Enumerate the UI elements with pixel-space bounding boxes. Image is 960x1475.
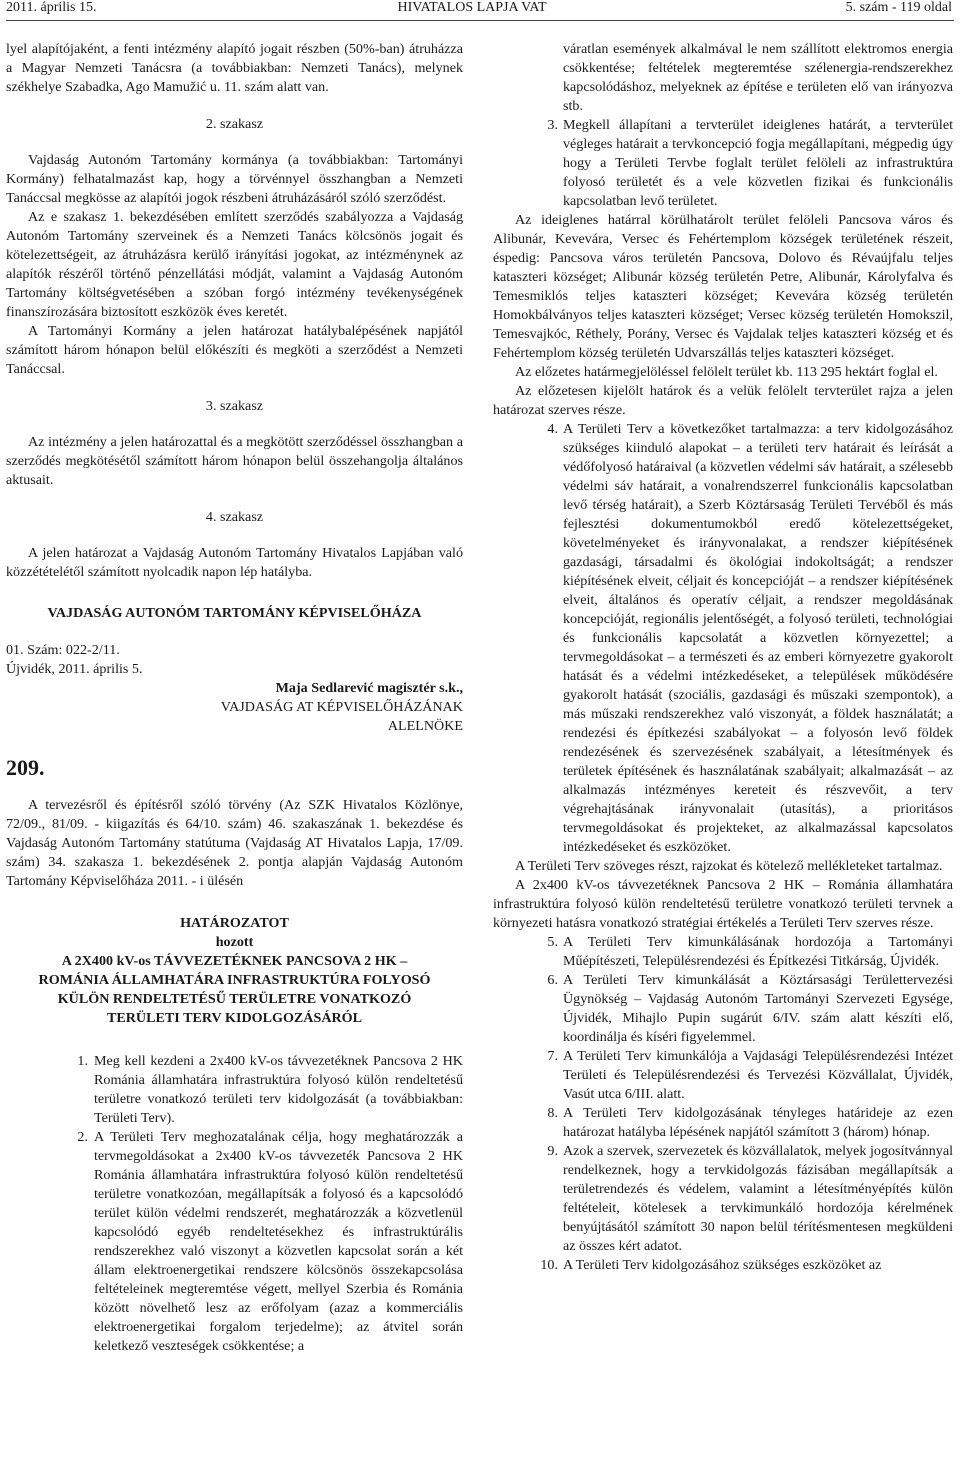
item-number: 2. (77, 1129, 88, 1145)
decision-heading-line-4: TERÜLETI TERV KIDOLGOZÁSÁRÓL (106, 1010, 363, 1026)
item-text: A Területi Terv meghozatalának célja, hogy meghatározzák a tervmegoldásokat a 2x400 kV-os távvezeték Pancsova 2 HK Románia államhatára infrastruktúra folyosó külön rendeltetésű területre vonatkozóan, megállapítsák a folyosó és a kapcsolódó terület külön védelmi rendszerét, meghatározzák a közvetlenül kapcsolódó egyéb rendeltetésekhez és infrastruktúrális rendszerekhez való viszonyt a közvetlen kapcsolat során a két állam elektroenergetikai rendszere kölcsönös összekapcsolása feltételeinek megteremtése végett, mellyel Szerbia és Románia között növelhető lesz az erőfolyam (azaz a kommerciális elektroenergetikai forgalom terjedelme); az átvitel során keletkező veszteségek csökkentése; a (94, 1129, 463, 1354)
section-3-paragraph: Az intézmény a jelen határozattal és a megkötött szerződéssel összhangban a szerződés megkötésétől számított három hónapon belül összehangolja általános aktusait. (6, 434, 463, 488)
section-2-paragraph-1: Vajdaság Autonóm Tartomány kormánya (a továbbiakban: Tartományi Kormány) felhatalmazást kap, hogy a törvénnyel összhangban a Nemzeti Tanáccsal megkösse az alapítói jogok részbeni átruházásáról szóló szerződést. (6, 152, 463, 206)
item-number: 6. (547, 972, 558, 988)
left-column (6, 40, 463, 1356)
section-4-paragraph: A jelen határozat a Vajdaság Autonóm Tartomány Hivatalos Lapjában való közzétételétől számított nyolcadik napon lép hatályba. (6, 545, 463, 580)
decision-item-9 (493, 1142, 953, 1256)
place-and-date: Újvidék, 2011. április 5. (6, 661, 143, 677)
section-2-paragraph-3: A Tartományi Kormány a jelen határozat hatálybalépésének napjától számított három hónapon belül előkészíti és megköti a szerződést a Nemzeti Tanáccsal. (6, 323, 463, 377)
header-page-number: 5. szám - 119 oldal (845, 0, 952, 15)
item-text: A Területi Terv kidolgozásának tényleges határideje az ezen határozat hatályba lépésének napjától számított 3 (három) hónap. (563, 1105, 953, 1140)
decision-item-7 (493, 1047, 953, 1104)
section-3-heading: 3. szakasz (205, 398, 264, 414)
item-number: 4. (547, 421, 558, 437)
area-paragraph: Az előzetes határmegjelöléssel felölelt terület kb. 113 295 hektárt foglal el. (515, 364, 938, 380)
intro-paragraph: lyel alapítójaként, a fenti intézmény alapító jogait részben (50%-ban) átruházza a Magyar Nemzeti Tanácsra (a továbbiakban: Nemzeti Tanács), melynek székhelye Szabadka, Ago Mamužić u. 11. szám alatt van. (6, 41, 463, 95)
content-paragraph: A Területi Terv szöveges részt, rajzokat és kötelező mellékleteket tartalmaz. (515, 858, 943, 874)
item-2-continuation: váratlan események alkalmával le nem szállított elektromos energia csökkentése; feltételek megteremtése szélenergia-rendszerekhez kapcsolódáshoz, melyeknek az építése e területen elő van irányozva stb. (563, 41, 953, 114)
item-text: Azok a szervek, szervezetek és közvállalatok, melyek jogosítvánnyal rendelkeznek, hogy a tervkidolgozás fázisában megállapítsák a területrendezés és védelem, valamint a létesítményépítés külön feltételeit, kötelesek a tervkimunkáló hordozója kérelmének benyújtásától számított 30 napon belül térítésmentesen megküldeni az összes kért adatot. (563, 1143, 953, 1254)
decision-item-1 (6, 1052, 463, 1128)
decision-item-10 (493, 1256, 953, 1275)
decision-item-4 (493, 420, 953, 857)
preamble: A tervezésről és építésről szóló törvény (Az SZK Hivatalos Közlönye, 72/09., 81/09. - kiigazítás és 64/10. szám) 46. szakaszának 1. bekezdése és Vajdaság Autonóm Tartomány statútuma (Vajdaság AT Hivatalos Lapja, 17/09. szám) 34. szakasza 1. bekezdésének 2. pontja alapján Vajdaság Autonóm Tartomány Képviselőháza 2011. - i ülésén (6, 797, 463, 889)
decision-heading-line-2: ROMÁNIA ÁLLAMHATÁRA INFRASTRUKTÚRA FOLYOSÓ (38, 972, 431, 988)
decision-item-3 (493, 116, 953, 211)
item-text: A Területi Terv kimunkálását a Köztársasági Területtervezési Ügynökség – Vajdaság Autonóm Tartományi Szervezeti Egysége, Újvidék, Mihajlo Pupin sugárút 6/IV. szám alatt készíti elő, koordinálja és kíséri figyelemmel. (563, 972, 953, 1045)
item-text: Meg kell kezdeni a 2x400 kV-os távvezetéknek Pancsova 2 HK Románia államhatára infrastruktúra folyosó külön rendeltetésű területre vonatkozó területi terv kidolgozását (a továbbiakban: Területi Terv). (94, 1053, 463, 1126)
item-number: 5. (547, 934, 558, 950)
right-column (493, 40, 953, 1275)
decision-heading-line-3: KÜLÖN RENDELTETÉSŰ TERÜLETRE VONATKOZÓ (57, 991, 412, 1007)
item-number: 3. (547, 117, 558, 133)
section-2-heading: 2. szakasz (205, 116, 264, 132)
page-header (0, 0, 960, 16)
header-title: HIVATALOS LAPJA VAT (397, 0, 547, 15)
item-number: 10. (540, 1257, 558, 1273)
strategic-assessment-paragraph: A 2x400 kV-os távvezetéknek Pancsova 2 HK – Románia államhatára infrastruktúra folyosó külön rendeltetésű területre vonatkozó területi tervnek a környezeti hatásra vonatkozó stratégiai értékelés a Területi Terv szerves része. (493, 877, 953, 931)
item-number: 9. (547, 1143, 558, 1159)
item-number: 1. (77, 1053, 88, 1069)
item-number: 8. (547, 1105, 558, 1121)
item-text: A Területi Terv kimunkálásának hordozója a Tartományi Műépítészeti, Településrendezési és Építkezési Titkárság, Újvidék. (563, 934, 953, 969)
decision-item-5 (493, 933, 953, 971)
signer-role-line-1: VAJDASÁG AT KÉPVISELŐHÁZÁNAK (220, 699, 463, 715)
item-text: A Területi Terv kidolgozásához szükséges eszközöket az (563, 1257, 882, 1273)
decision-item-6 (493, 971, 953, 1047)
decision-heading-line-1: A 2X400 kV-os TÁVVEZETÉKNEK PANCSOVA 2 HK – (61, 953, 408, 969)
signer-name: Maja Sedlarević magisztér s.k., (275, 680, 463, 696)
drawing-paragraph: Az előzetesen kijelölt határok és a velük felölelt tervterület rajza a jelen határozat szerves része. (493, 383, 953, 418)
decision-title: HATÁROZATOT (180, 915, 289, 931)
header-date: 2011. április 15. (6, 0, 97, 15)
decision-item-2 (6, 1128, 463, 1356)
decision-item-8 (493, 1104, 953, 1142)
section-4-heading: 4. szakasz (205, 509, 264, 525)
registration-number: 01. Szám: 022-2/11. (6, 642, 120, 658)
signer-role-line-2: ALELNÖKE (387, 718, 463, 734)
section-2-paragraph-2: Az e szakasz 1. bekezdésében említett szerződés szabályozza a Vajdaság Autonóm Tartomány szerveinek és a Nemzeti Tanács kölcsönös jogait és kötelezettségeit, az átruházásra kerülő irányítási jogokat, az intézménynek az alapítók részéről történő pénzellátási módját, valamint a Vajdaság Autonóm Tartomány költségvetésében a szóban forgó intézmény tevékenységének finanszírozására biztosított eszközök éves keretét. (6, 209, 463, 320)
header-rule (6, 20, 954, 21)
boundary-paragraph: Az ideiglenes határral körülhatárolt terület felöleli Pancsova város és Alibunár, Kevevára, Versec és Fehértemplom községek területének részeit, éspedig: Pancsova város területén Pancsova, Dolovo és Révaújfalu teljes kataszteri községet; Alibunár község területén Petre, Alibunár, Károlyfalva és Temesmiklós teljes kataszteri községet; Kevevára község területén Homokbálványos teljes kataszteri községet; Versec község területén Homokszil, Temesvajkóc, Réthely, Porány, Versec és Vajdalak teljes kataszteri község et és Fehértemplom község területén Udvarszállás teljes kataszteri községet. (493, 212, 953, 361)
resolution-number: 209. (6, 755, 45, 780)
assembly-name: VAJDASÁG AUTONÓM TARTOMÁNY KÉPVISELŐHÁZA (47, 605, 422, 621)
item-text: A Területi Terv a következőket tartalmazza: a terv kidolgozásához szükséges kiinduló alapokat – a területi terv határait és leírását a védőfolyosó határaival (a közvetlen védelmi sáv határait, a szélesebb védelmi sáv határait, a vonalrendszerrel funkcionális kapcsolatban levő térség határait), a Szerb Köztársaság Területi Tervéből és más fejlesztési dokumentumokból eredő kötelezettségeket, követelményeket és irányvonalakat, a rendszer kiépítésének gazdasági, társadalmi és ökológiai indokoltságát; a rendszer kiépítésének elveit, céljait és koncepcióját – a rendszer kiépítésének elveit, általános és operatív céljait, a rendszer megoldásának koncepcióját, regionális jelentőségét, a folyosó területi, technológiai és funkcionális kapcsolatát a közvetlen környezettel; a tervmegoldásokat – a természeti és az emberi környezetre gyakorolt hatását és a védelmi intézkedéseket, a települések működésére gyakorolt hatását (szociális, gazdasági és műszaki szempontok), a más műszaki rendszerekhez való viszonyát, a földek használatát; a rendezési és építkezési szabályokat – a folyosón levő földek rendezésének és szervezésének szabályait, a létesítmények és területek építésének és használatának szabályait; alkalmazását – az alkalmazás intézményes kereteit és részvevőit, a terv végrehajtásának irányvonalait (utasítás), a prioritásos tervmegoldásokat és projekteket, az alkalmazással kapcsolatos intézkedéseket és eszközöket. (563, 421, 953, 855)
item-text: Megkell állapítani a tervterület ideiglenes határát, a tervterület végleges határait a tervkoncepció fogja megállapítani, mégpedig úgy hogy a Területi Tervbe foglalt terület felöleli az infrastruktúra folyosó területét és a vele közvetlen fizikai és funkcionális kapcsolatban levő területet. (563, 117, 953, 209)
decision-subtitle: hozott (215, 934, 254, 950)
item-text: A Területi Terv kimunkálója a Vajdasági Településrendezési Intézet Területi és Településrendezési és Tervezési Közvállalat, Újvidék, Vasút utca 6/III. alatt. (563, 1048, 953, 1102)
item-number: 7. (547, 1048, 558, 1064)
